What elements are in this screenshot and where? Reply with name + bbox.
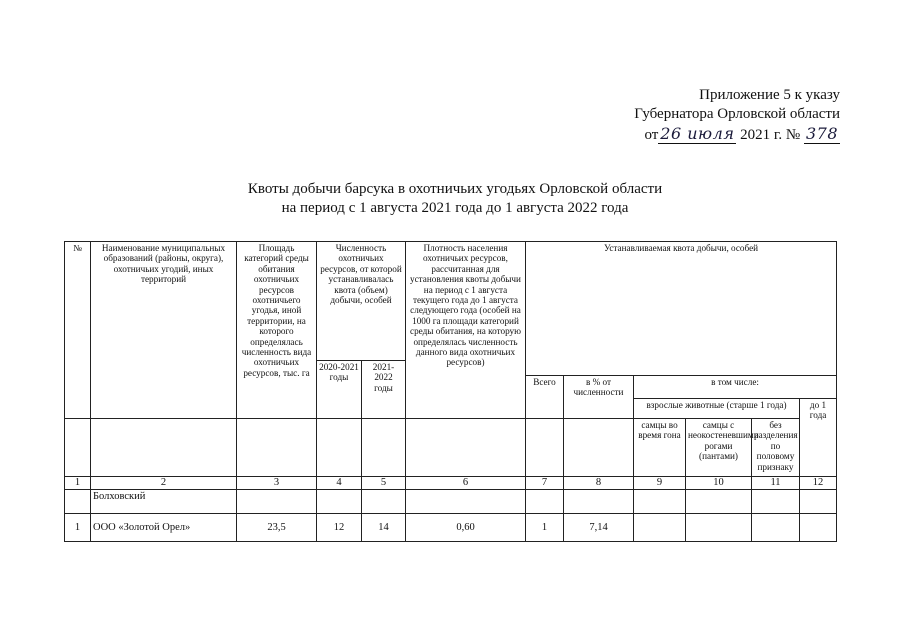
col-number: 2 bbox=[91, 477, 237, 490]
header-quota: Устанавливаемая квота добычи, особей bbox=[526, 242, 837, 376]
empty-cell bbox=[362, 490, 406, 514]
annex-line-3 bbox=[600, 124, 840, 145]
header-row-5 bbox=[65, 419, 837, 477]
empty-cell bbox=[237, 490, 317, 514]
row-males-antlers bbox=[686, 514, 752, 542]
annex-line-2: Губернатора Орловской области bbox=[634, 106, 840, 122]
table-row bbox=[65, 514, 837, 542]
header-spacer-pop-2020 bbox=[317, 419, 362, 477]
header-spacer-pop-2021 bbox=[362, 419, 406, 477]
header-spacer-name bbox=[91, 419, 237, 477]
district-name: Болховский bbox=[91, 490, 237, 514]
title-line-1: Квоты добычи барсука в охотничьих угодьях Орловской области bbox=[247, 181, 663, 197]
row-percent: 7,14 bbox=[564, 514, 634, 542]
row-name: ООО «Золотой Орел» bbox=[91, 514, 237, 542]
empty-cell bbox=[406, 490, 526, 514]
document-title bbox=[140, 180, 770, 218]
column-numbers-row bbox=[65, 477, 837, 490]
header-spacer-num bbox=[65, 419, 91, 477]
annex-line-1: Приложение 5 к указу bbox=[699, 87, 840, 103]
col-number: 6 bbox=[406, 477, 526, 490]
header-males-rut: самцы во время гона bbox=[634, 419, 686, 477]
row-area: 23,5 bbox=[237, 514, 317, 542]
empty-cell bbox=[752, 490, 800, 514]
empty-cell bbox=[564, 490, 634, 514]
handwritten-date: 26 июля bbox=[660, 124, 735, 143]
quota-table bbox=[64, 241, 837, 542]
empty-cell bbox=[686, 490, 752, 514]
row-under-1 bbox=[800, 514, 837, 542]
col-number: 8 bbox=[564, 477, 634, 490]
col-number: 3 bbox=[237, 477, 317, 490]
col-number: 12 bbox=[800, 477, 837, 490]
col-number: 10 bbox=[686, 477, 752, 490]
header-total: Всего bbox=[526, 376, 564, 419]
header-pop-2021: 2021-2022 годы bbox=[362, 361, 406, 419]
header-area: Площадь категорий среды обитания охотничьих ресурсов охотничьего угодья, иной территории, на которого определялась численность вида охотничьих ресурсов, тыс. га bbox=[237, 242, 317, 419]
header-under-1: до 1 года bbox=[800, 399, 837, 477]
empty-cell bbox=[526, 490, 564, 514]
handwritten-number: 378 bbox=[805, 124, 838, 143]
row-pop-2021: 14 bbox=[362, 514, 406, 542]
row-no-sex bbox=[752, 514, 800, 542]
col-number: 4 bbox=[317, 477, 362, 490]
row-num: 1 bbox=[65, 514, 91, 542]
annex-year-number-label: 2021 г. № bbox=[740, 127, 801, 143]
header-population: Численность охотничьих ресурсов, от которой устанавливалась квота (объем) добычи, особей bbox=[317, 242, 406, 361]
header-spacer-percent bbox=[564, 419, 634, 477]
header-males-antlers: самцы с неокостеневшими рогами (пантами) bbox=[686, 419, 752, 477]
header-pop-2020: 2020-2021 годы bbox=[317, 361, 362, 419]
empty-cell bbox=[317, 490, 362, 514]
district-num-cell bbox=[65, 490, 91, 514]
col-number: 1 bbox=[65, 477, 91, 490]
col-number: 7 bbox=[526, 477, 564, 490]
annex-date-prefix: от bbox=[644, 127, 659, 143]
header-row-1 bbox=[65, 242, 837, 361]
header-num: № bbox=[65, 242, 91, 419]
header-spacer-total bbox=[526, 419, 564, 477]
col-number: 9 bbox=[634, 477, 686, 490]
annex-header bbox=[600, 86, 840, 145]
col-number: 5 bbox=[362, 477, 406, 490]
header-including: в том числе: bbox=[634, 376, 837, 399]
header-density: Плотность населения охотничьих ресурсов, рассчитанная для установления квоты добычи на период с 1 августа текущего года до 1 августа следующего года (особей на 1000 га площади категорий среды обитания, на которую определялась численность данного вида охотничьих ресурсов) bbox=[406, 242, 526, 419]
row-males-rut bbox=[634, 514, 686, 542]
empty-cell bbox=[634, 490, 686, 514]
empty-cell bbox=[800, 490, 837, 514]
header-percent: в % от численности bbox=[564, 376, 634, 419]
header-spacer-density bbox=[406, 419, 526, 477]
header-spacer-area bbox=[237, 419, 317, 477]
row-density: 0,60 bbox=[406, 514, 526, 542]
header-adults: взрослые животные (старше 1 года) bbox=[634, 399, 800, 419]
header-name: Наименование муниципальных образований (районы, округа), охотничьих угодий, иных территорий bbox=[91, 242, 237, 419]
header-no-sex: без разделения по половому признаку bbox=[752, 419, 800, 477]
row-total: 1 bbox=[526, 514, 564, 542]
title-line-2: на период с 1 августа 2021 года до 1 августа 2022 года bbox=[281, 200, 629, 216]
row-pop-2020: 12 bbox=[317, 514, 362, 542]
district-row bbox=[65, 490, 837, 514]
col-number: 11 bbox=[752, 477, 800, 490]
